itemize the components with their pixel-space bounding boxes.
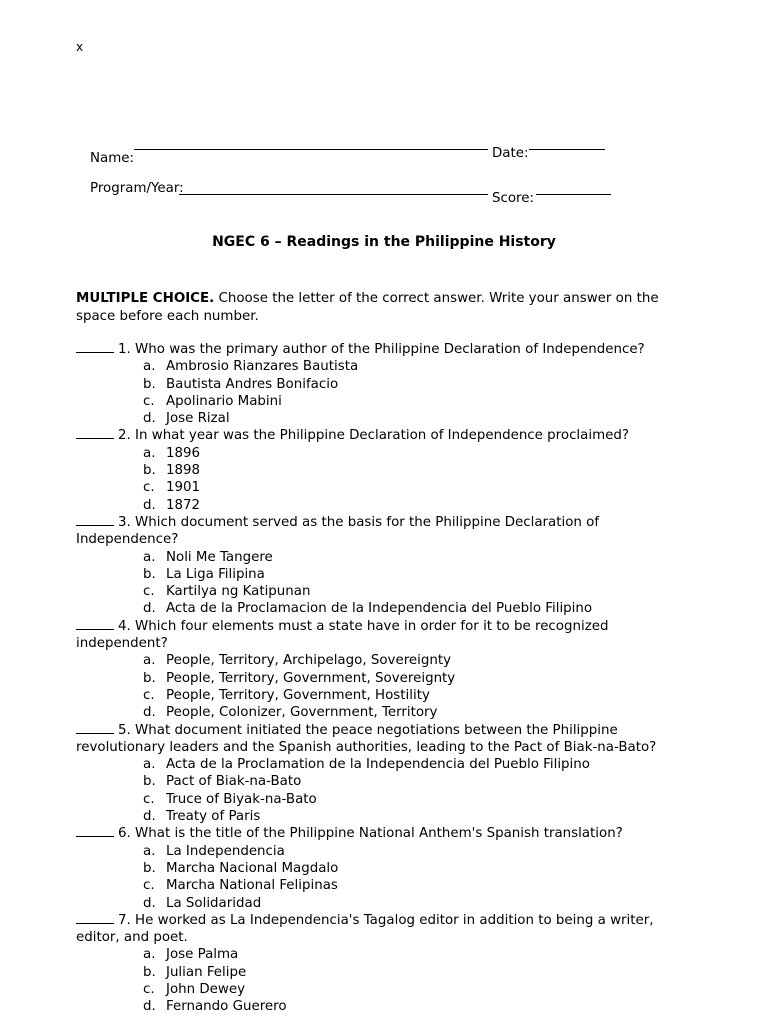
answer-blank <box>76 618 114 630</box>
option <box>76 479 696 496</box>
answer-blank <box>76 341 114 353</box>
option-letter: a. <box>143 445 156 461</box>
option <box>76 393 696 410</box>
option-letter: d. <box>143 999 156 1015</box>
question-number: 4. <box>118 618 131 634</box>
option <box>76 773 696 790</box>
option-text: 1901 <box>166 480 201 496</box>
option-text: Fernando Guerero <box>166 999 287 1015</box>
question-number: 5. <box>118 722 131 738</box>
instructions-text: Choose the letter of the correct answer. Write your answer on the space before each number. <box>76 291 659 324</box>
option <box>76 843 696 860</box>
option-text: 1872 <box>166 497 201 513</box>
option <box>76 445 696 462</box>
option <box>76 808 696 825</box>
option-letter: d. <box>143 497 156 513</box>
option-text: 1898 <box>166 463 201 479</box>
option-letter: b. <box>143 376 156 392</box>
question-text: He worked as La Independencia's Tagalog editor in addition to being a writer, editor, and poet. <box>76 912 654 946</box>
option <box>76 549 696 566</box>
option <box>76 895 696 912</box>
option <box>76 877 696 894</box>
question-number: 7. <box>118 912 131 928</box>
option-text: Ambrosio Rianzares Bautista <box>166 359 359 375</box>
program-year-line <box>179 194 488 195</box>
option-text: Noli Me Tangere <box>166 549 273 565</box>
answer-blank <box>76 825 114 837</box>
score-label: Score: <box>492 191 535 206</box>
corner-mark: x <box>76 40 84 54</box>
question <box>76 427 696 513</box>
date-line <box>529 149 605 150</box>
question-stem <box>76 912 696 947</box>
option-text: People, Territory, Government, Hostility <box>166 687 430 703</box>
option-letter: a. <box>143 843 156 859</box>
option-text: John Dewey <box>166 981 246 997</box>
question-number: 6. <box>118 826 131 842</box>
option-letter: d. <box>143 705 156 721</box>
name-label: Name: <box>90 151 135 166</box>
option-letter: d. <box>143 601 156 617</box>
option <box>76 791 696 808</box>
option-letter: c. <box>143 981 155 997</box>
question-stem <box>76 618 696 653</box>
option <box>76 652 696 669</box>
option-text: La Solidaridad <box>166 895 262 911</box>
question-number: 2. <box>118 428 131 444</box>
option <box>76 981 696 998</box>
answer-blank <box>76 722 114 734</box>
option-letter: a. <box>143 947 156 963</box>
option <box>76 600 696 617</box>
option-text: Bautista Andres Bonifacio <box>166 376 339 392</box>
option <box>76 358 696 375</box>
option-letter: b. <box>143 463 156 479</box>
option <box>76 497 696 514</box>
answer-blank <box>76 912 114 924</box>
question-number: 3. <box>118 514 131 530</box>
question <box>76 618 696 722</box>
option-letter: b. <box>143 670 156 686</box>
option-letter: d. <box>143 411 156 427</box>
option <box>76 462 696 479</box>
question-text: Which four elements must a state have in order for it to be recognized independent? <box>76 618 609 652</box>
option-letter: c. <box>143 791 155 807</box>
question-text: In what year was the Philippine Declaration of Independence proclaimed? <box>135 428 629 444</box>
option <box>76 998 696 1015</box>
option-letter: b. <box>143 566 156 582</box>
score-line <box>536 194 611 195</box>
question-stem <box>76 427 696 444</box>
option-letter: c. <box>143 687 155 703</box>
option-letter: b. <box>143 964 156 980</box>
program-year-label: Program/Year: <box>90 181 184 196</box>
option-text: People, Territory, Government, Sovereignty <box>166 670 456 686</box>
option-text: Treaty of Paris <box>166 809 261 825</box>
option-letter: a. <box>143 549 156 565</box>
question <box>76 514 696 618</box>
document-title: NGEC 6 – Readings in the Philippine History <box>212 234 556 250</box>
option-text: Jose Rizal <box>166 411 230 427</box>
option <box>76 756 696 773</box>
question-stem <box>76 514 696 549</box>
option-letter: c. <box>143 584 155 600</box>
option <box>76 566 696 583</box>
answer-blank <box>76 427 114 439</box>
option <box>76 704 696 721</box>
option-text: La Independencia <box>166 843 285 859</box>
option-text: Pact of Biak-na-Bato <box>166 774 302 790</box>
answer-blank <box>76 514 114 526</box>
option-text: Marcha National Felipinas <box>166 878 338 894</box>
question-number: 1. <box>118 342 131 357</box>
question-stem <box>76 825 696 842</box>
question-text: Who was the primary author of the Philippine Declaration of Independence? <box>135 342 645 357</box>
option-letter: b. <box>143 774 156 790</box>
option-text: La Liga Filipina <box>166 566 265 582</box>
option <box>76 376 696 393</box>
option-letter: b. <box>143 860 156 876</box>
option-text: Acta de la Proclamacion de la Independencia del Pueblo Filipino <box>166 601 593 617</box>
option-text: Truce of Biyak-na-Bato <box>166 791 317 807</box>
question-list <box>76 341 696 1016</box>
option-letter: c. <box>143 393 155 409</box>
option-letter: c. <box>143 878 155 894</box>
option-text: Julian Felipe <box>166 964 247 980</box>
question-stem <box>76 722 696 757</box>
option-letter: c. <box>143 480 155 496</box>
option <box>76 860 696 877</box>
option-text: Jose Palma <box>166 947 239 963</box>
instructions-heading: MULTIPLE CHOICE. <box>76 291 215 306</box>
option-text: Apolinario Mabini <box>166 393 282 409</box>
option-letter: d. <box>143 809 156 825</box>
option-letter: a. <box>143 653 156 669</box>
option-text: Marcha Nacional Magdalo <box>166 860 339 876</box>
option <box>76 964 696 981</box>
date-label: Date: <box>492 146 529 161</box>
name-line <box>134 149 488 150</box>
option-text: People, Colonizer, Government, Territory <box>166 705 438 721</box>
option-text: People, Territory, Archipelago, Sovereignty <box>166 653 452 669</box>
option <box>76 410 696 427</box>
question <box>76 912 696 1016</box>
option <box>76 583 696 600</box>
option-text: Kartilya ng Katipunan <box>166 584 311 600</box>
question-text: What is the title of the Philippine National Anthem's Spanish translation? <box>135 826 623 842</box>
option <box>76 687 696 704</box>
option <box>76 670 696 687</box>
option-letter: d. <box>143 895 156 911</box>
option-letter: a. <box>143 757 156 773</box>
question <box>76 341 696 427</box>
option-letter: a. <box>143 359 156 375</box>
option <box>76 946 696 963</box>
option-text: 1896 <box>166 445 201 461</box>
question <box>76 825 696 911</box>
option-text: Acta de la Proclamation de la Independencia del Pueblo Filipino <box>166 757 590 773</box>
question-stem <box>76 341 696 358</box>
question-text: Which document served as the basis for the Philippine Declaration of Independence? <box>76 514 600 548</box>
question <box>76 722 696 826</box>
question-text: What document initiated the peace negotiations between the Philippine revolutionary leaders and the Spanish authorities, leading to the Pact of Biak-na-Bato? <box>76 722 657 755</box>
instructions <box>76 290 696 325</box>
